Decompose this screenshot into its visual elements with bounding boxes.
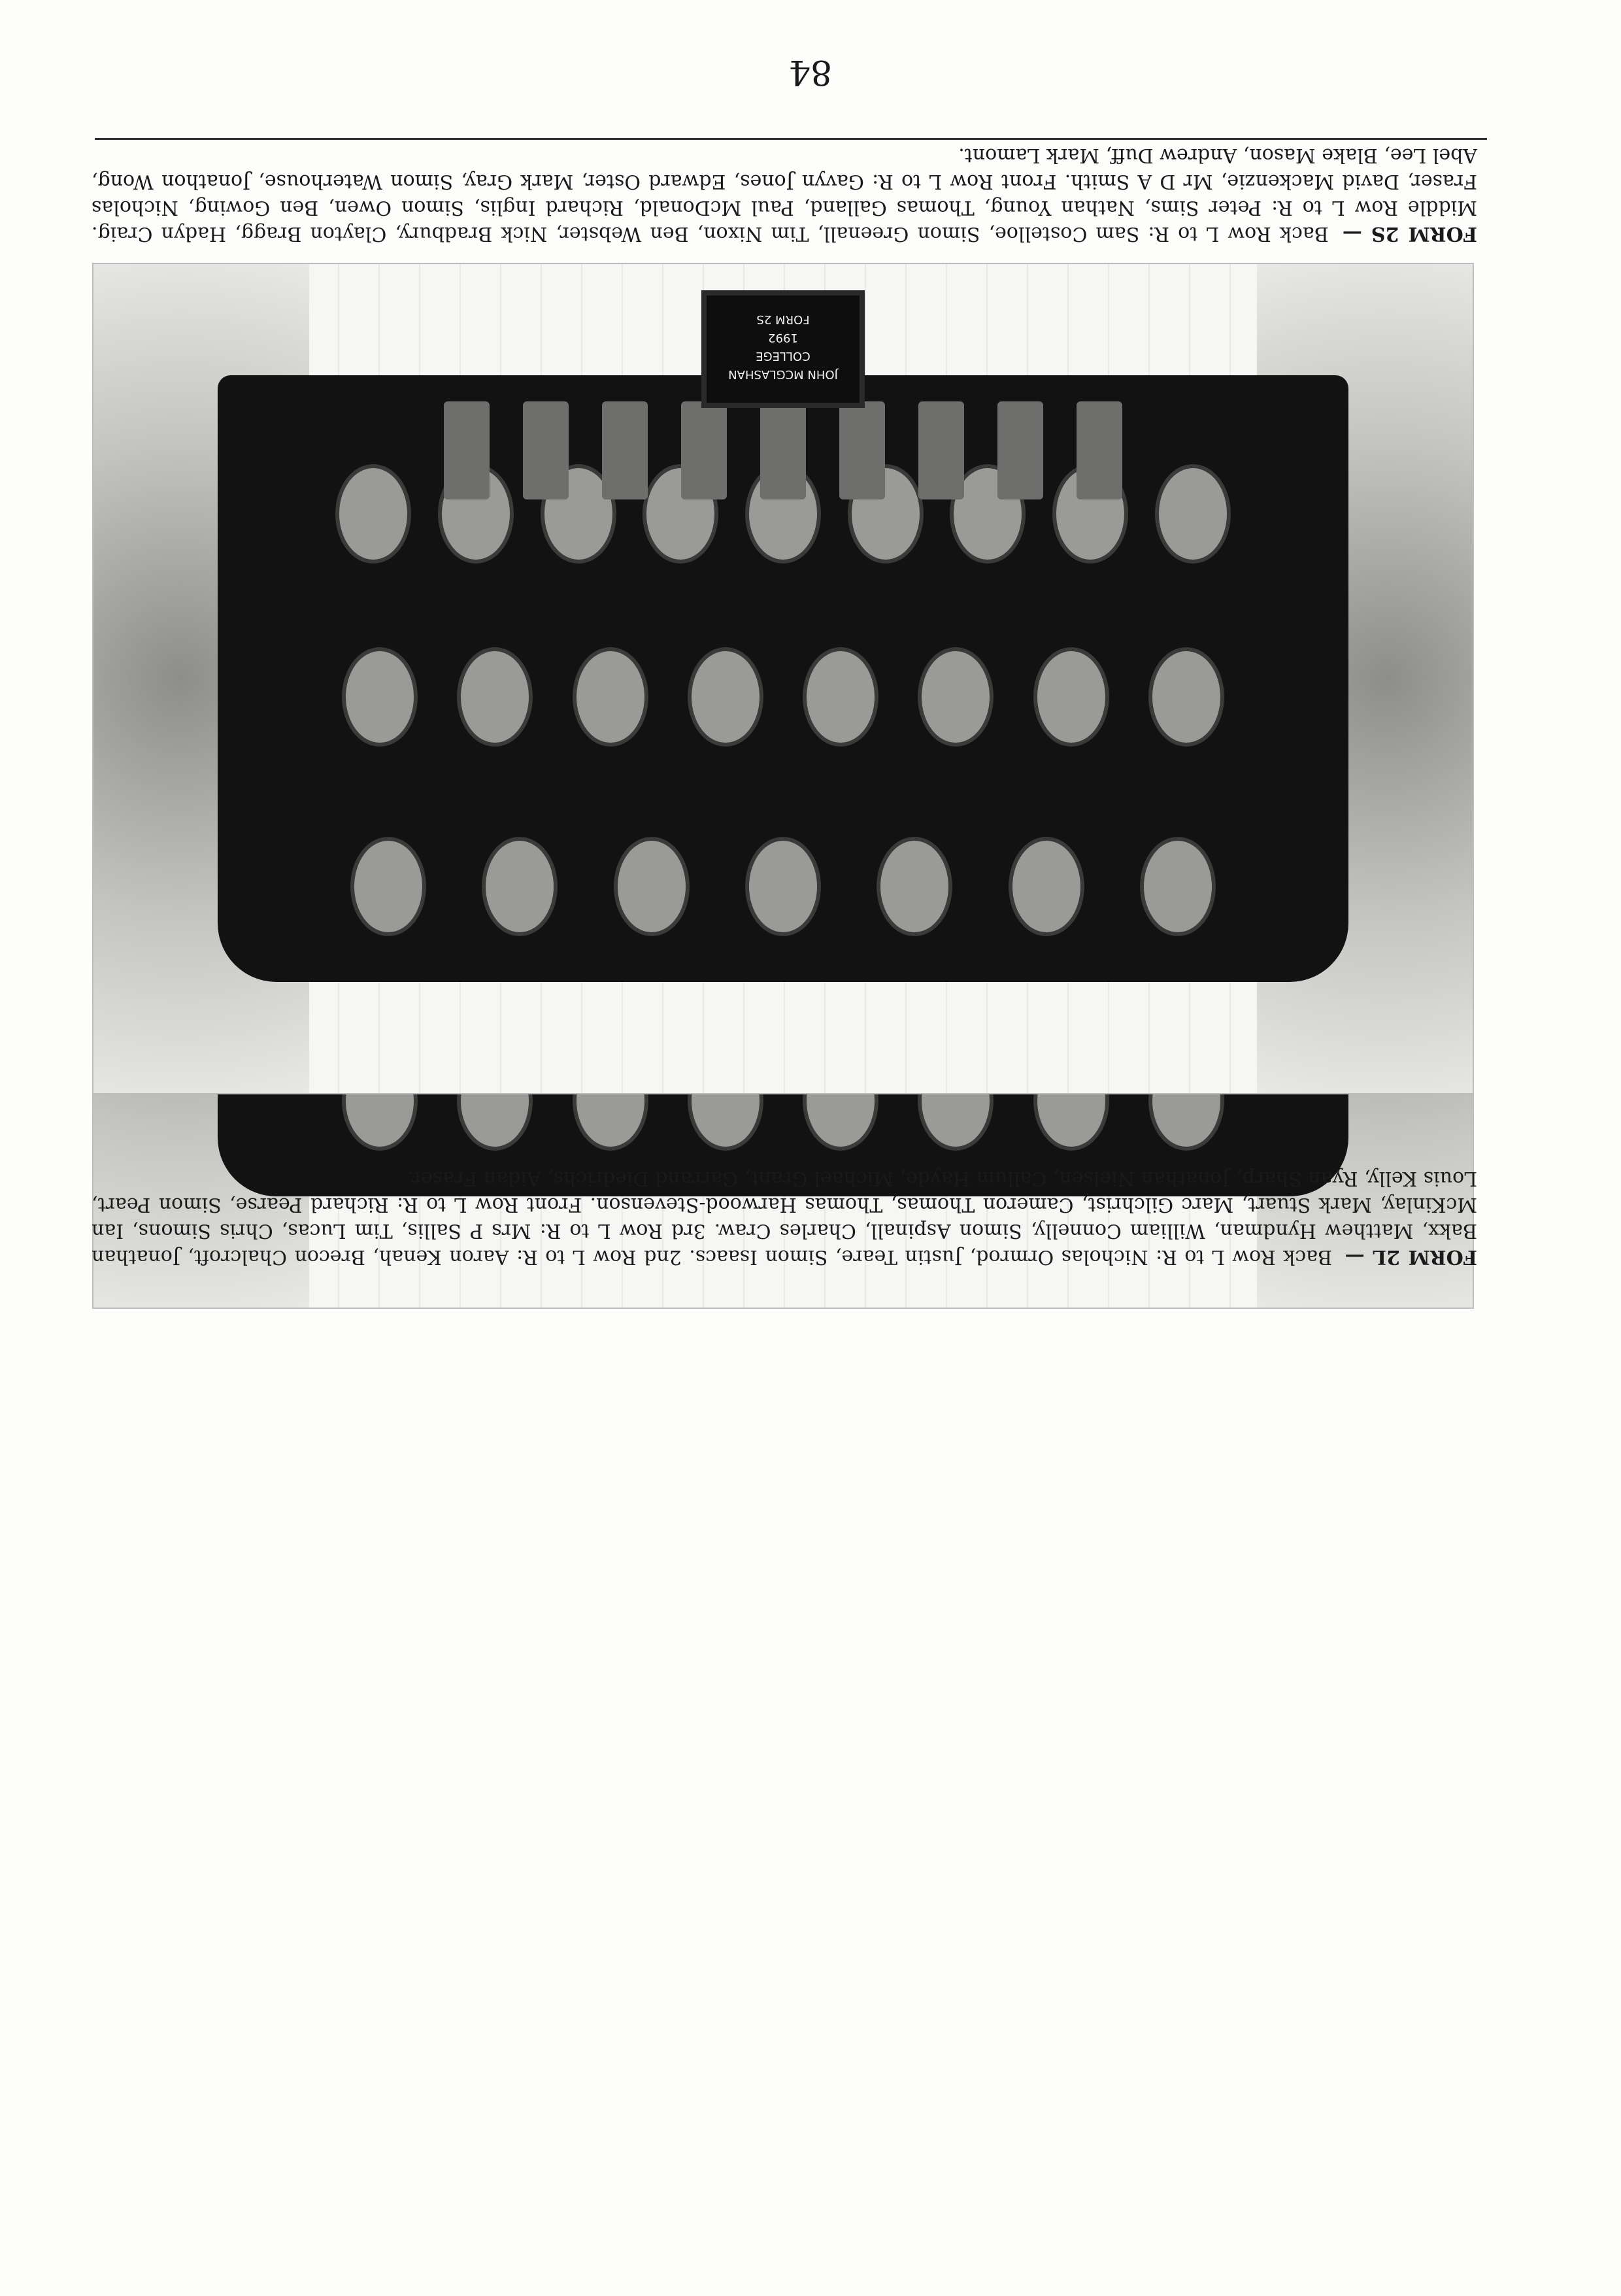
student-feet [523, 401, 569, 499]
footer-rule [95, 138, 1487, 140]
student-head [918, 647, 994, 747]
sign-line: 1992 [768, 331, 798, 345]
student-feet [918, 401, 964, 499]
student-head [803, 647, 878, 747]
sign-line: JOHN MCGLASHAN [728, 367, 838, 381]
student-head [1148, 647, 1224, 747]
sign-line: COLLEGE [756, 349, 811, 363]
student-head [335, 464, 411, 564]
student-head [350, 837, 426, 936]
caption-form-label: FORM 2L — [1345, 1245, 1477, 1268]
student-feet [602, 401, 648, 499]
student-head [877, 837, 952, 936]
student-head [1009, 837, 1084, 936]
photo-caption-form-2l [92, 1165, 1477, 1270]
student-head [342, 647, 418, 747]
student-head [1140, 837, 1216, 936]
page-number: 84 [788, 52, 833, 92]
student-heads-row [322, 799, 1244, 936]
student-head [482, 837, 558, 936]
student-head [573, 647, 648, 747]
caption-names: Back Row L to R: Nicholas Ormrod, Justin Teare, Simon Isaacs. 2nd Row L to R: Aaron Kenah, Brecon Chalcroft, Jonathan Bakx, Matthew Hyndman, William Connelly, Simon Aspinall, Charles Craw. 3rd Row L to R: Mrs P Sallis, Tim Lucas, Chris Simons, Ian McKinlay, Mark Stuart, Marc Gilchrist, Cameron Thomas, Thomas Harwood-Stevenson. Front Row L to R: Richard Pearse, Simon Peart, Louis Kelly, Ryan Sharp, Jonathan Nielsen, Callum Hayde, Michael Grant, Garrand Diedrichs, Aidan Fraser. [92, 1167, 1477, 1268]
sign-line: FORM 2S [756, 312, 810, 326]
student-feet [681, 401, 727, 499]
student-head [1033, 647, 1109, 747]
student-heads-row [322, 609, 1244, 747]
student-head [1155, 464, 1231, 564]
student-head [688, 647, 763, 747]
class-photo-form-2s [92, 263, 1474, 1094]
student-head [457, 647, 533, 747]
student-feet [997, 401, 1043, 499]
student-feet [1077, 401, 1122, 499]
caption-form-label: FORM 2S — [1342, 222, 1477, 245]
student-feet [839, 401, 885, 499]
student-feet [444, 401, 490, 499]
student-head [745, 837, 821, 936]
student-feet [760, 401, 806, 499]
caption-names: Back Row L to R: Sam Costelloe, Simon Greenall, Tim Nixon, Ben Webster, Nick Bradbury, Clayton Bragg, Hadyn Craig. Middle Row L to R: Peter Sims, Nathan Young, Thomas Galland, Paul McDonald, Richard Inglis, Simon Owen, Ben Gowing, Nicholas Fraser, David Mackenzie, Mr D A Smith. Front Row L to R: Gavyn Jones, Edward Oster, Mark Gray, Simon Waterhouse, Jonathon Wong, Abel Lee, Blake Mason, Andrew Duff, Mark Lamont. [91, 144, 1477, 245]
photo-caption-form-2s [92, 142, 1477, 246]
class-name-sign [701, 290, 865, 408]
student-group [218, 375, 1348, 982]
student-head [614, 837, 690, 936]
